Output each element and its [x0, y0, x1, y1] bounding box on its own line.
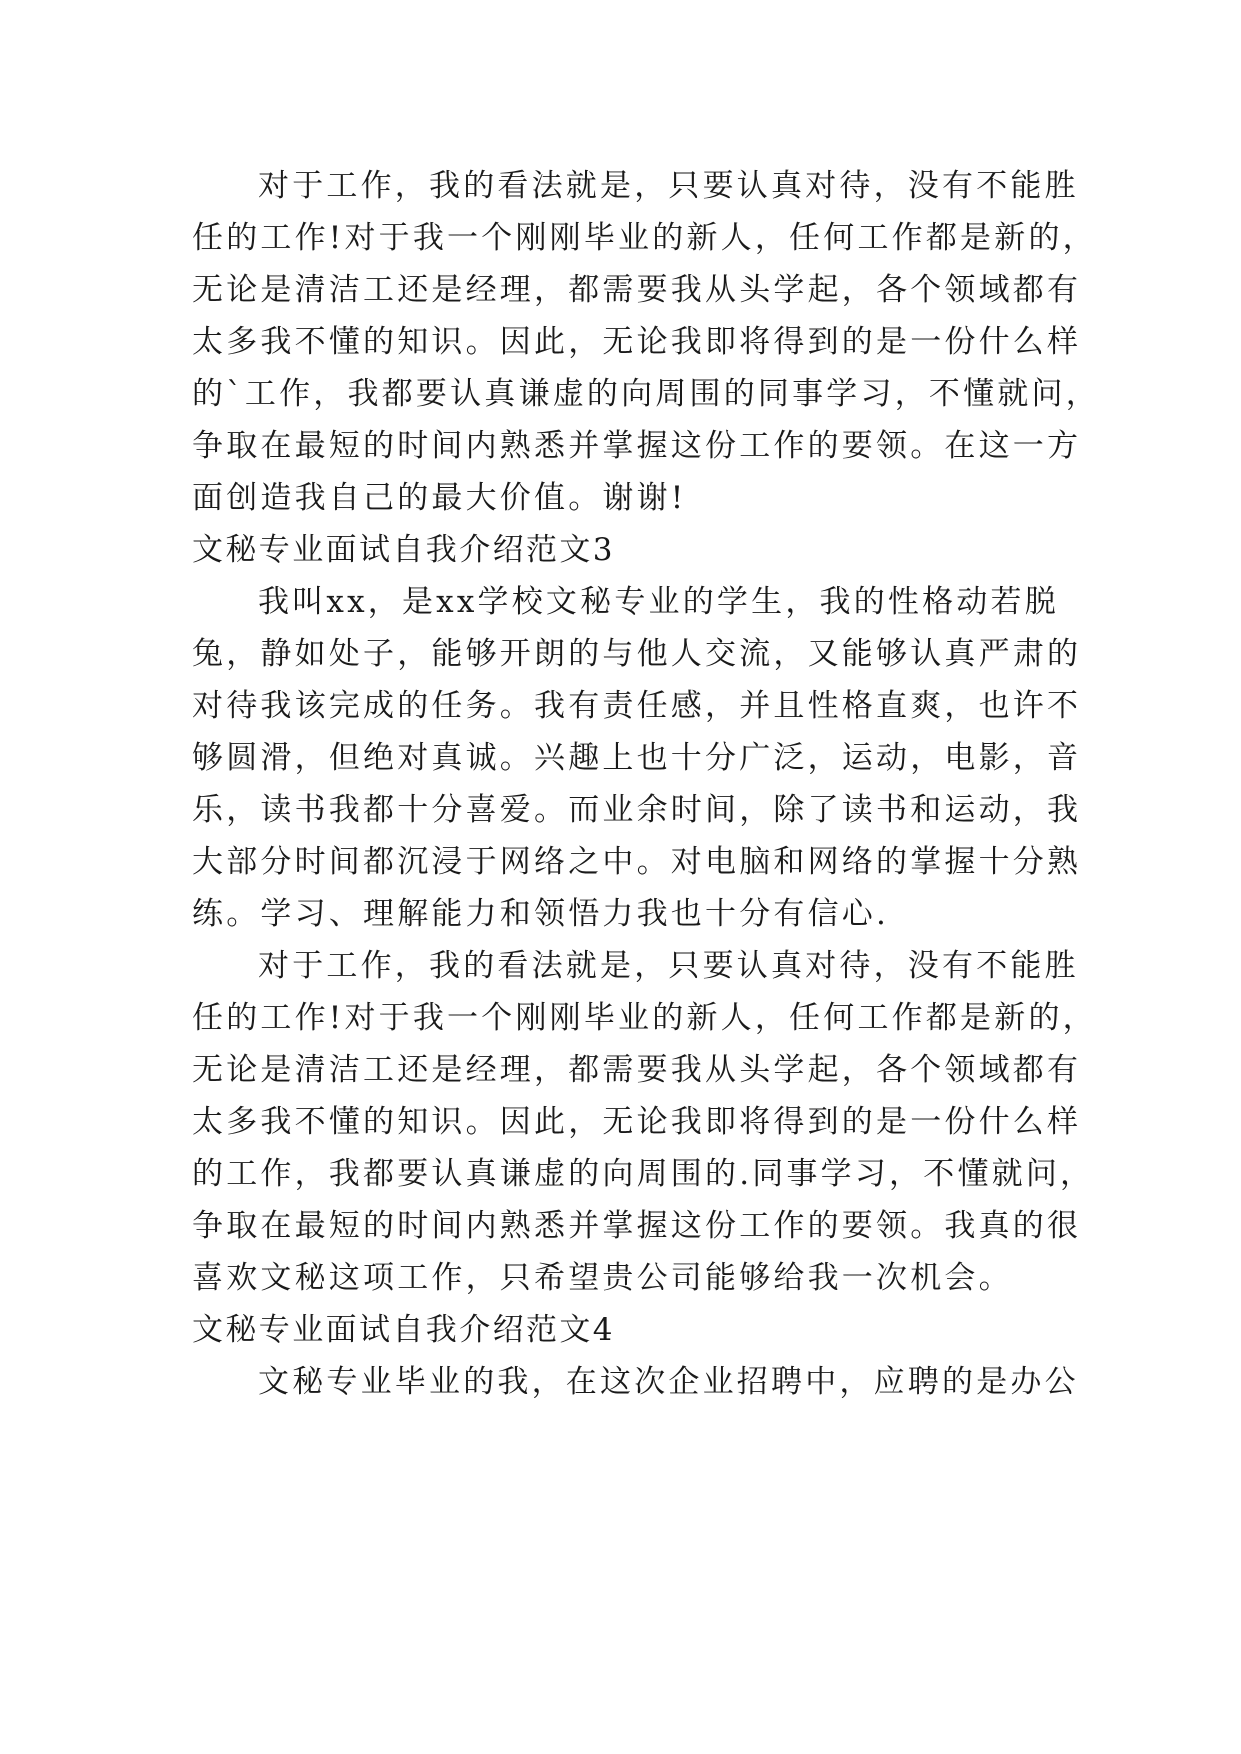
paragraph-line: 大部分时间都沉浸于网络之中。对电脑和网络的掌握十分熟 — [192, 844, 1082, 880]
paragraph-line: 乐，读书我都十分喜爱。而业余时间，除了读书和运动，我 — [192, 792, 1082, 828]
paragraph-line: 任的工作!对于我一个刚刚毕业的新人，任何工作都是新的， — [192, 1000, 1097, 1036]
paragraph-line: 喜欢文秘这项工作，只希望贵公司能够给我一次机会。 — [192, 1260, 1013, 1296]
paragraph-line: 的`工作，我都要认真谦虚的向周围的同事学习，不懂就问， — [192, 376, 1100, 412]
paragraph-line: 我叫xx，是xx学校文秘专业的学生，我的性格动若脱 — [258, 584, 1059, 620]
paragraph-line: 兔，静如处子，能够开朗的与他人交流，又能够认真严肃的 — [192, 636, 1082, 672]
paragraph-line: 无论是清洁工还是经理，都需要我从头学起，各个领域都有 — [192, 1052, 1082, 1088]
paragraph-line: 练。学习、理解能力和领悟力我也十分有信心. — [192, 896, 890, 932]
paragraph-line: 争取在最短的时间内熟悉并掌握这份工作的要领。在这一方 — [192, 428, 1082, 464]
paragraph-line: 任的工作!对于我一个刚刚毕业的新人，任何工作都是新的， — [192, 220, 1097, 256]
paragraph-line: 争取在最短的时间内熟悉并掌握这份工作的要领。我真的很 — [192, 1208, 1082, 1244]
paragraph-line: 对于工作，我的看法就是，只要认真对待，没有不能胜 — [258, 168, 1079, 204]
paragraph-line: 的工作，我都要认真谦虚的向周围的.同事学习，不懂就问， — [192, 1156, 1095, 1192]
paragraph-line: 太多我不懂的知识。因此，无论我即将得到的是一份什么样 — [192, 1104, 1082, 1140]
paragraph-line: 够圆滑，但绝对真诚。兴趣上也十分广泛，运动，电影，音 — [192, 740, 1082, 776]
section-heading: 文秘专业面试自我介绍范文4 — [192, 1312, 615, 1348]
paragraph-line: 太多我不懂的知识。因此，无论我即将得到的是一份什么样 — [192, 324, 1082, 360]
paragraph-line: 对待我该完成的任务。我有责任感，并且性格直爽，也许不 — [192, 688, 1082, 724]
paragraph-line: 文秘专业毕业的我，在这次企业招聘中，应聘的是办公 — [258, 1364, 1079, 1400]
paragraph-line: 对于工作，我的看法就是，只要认真对待，没有不能胜 — [258, 948, 1079, 984]
section-heading: 文秘专业面试自我介绍范文3 — [192, 532, 615, 568]
paragraph-line: 面创造我自己的最大价值。谢谢! — [192, 480, 687, 516]
paragraph-line: 无论是清洁工还是经理，都需要我从头学起，各个领域都有 — [192, 272, 1082, 308]
